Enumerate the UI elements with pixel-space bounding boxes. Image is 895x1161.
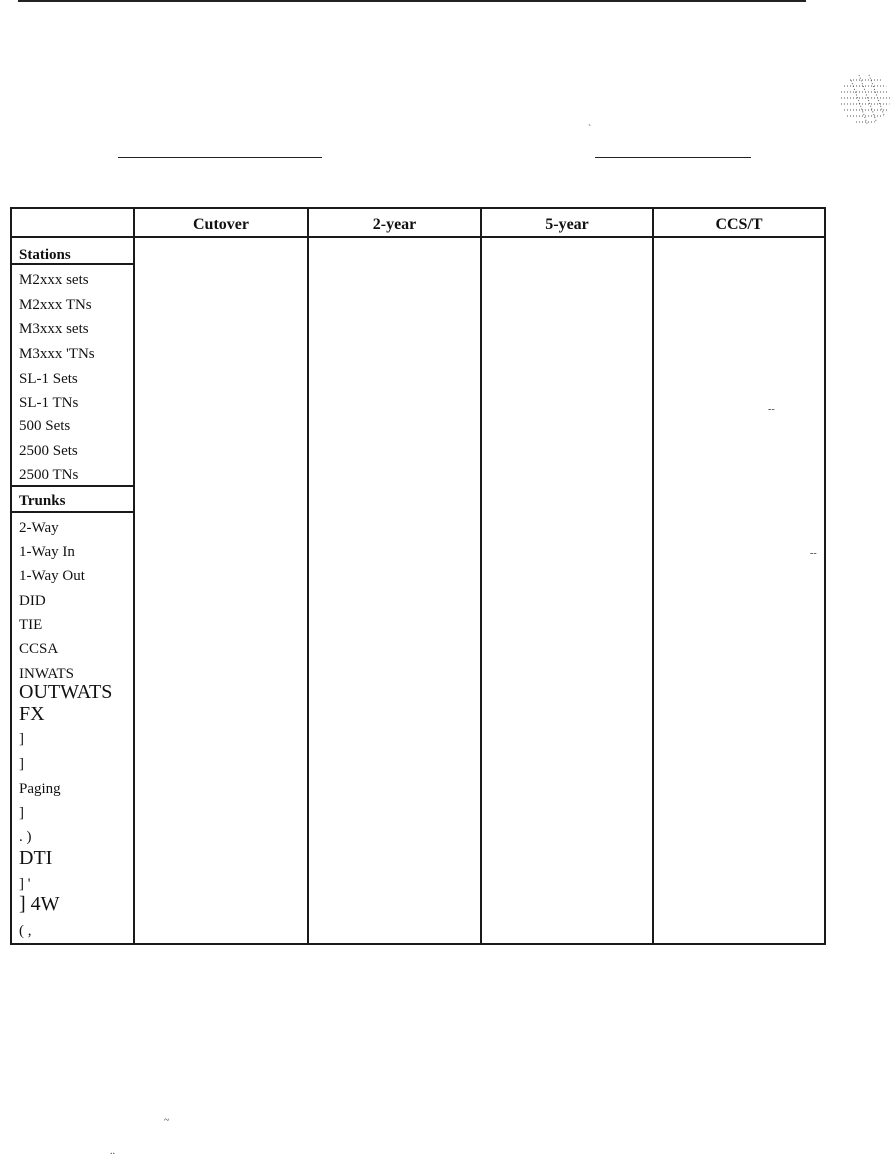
row-label: CCSA [19,641,59,657]
row-label: M2xxx sets [19,272,89,288]
row-label: M2xxx TNs [19,297,92,313]
trunks-overline [12,485,134,487]
row-label: Paging [19,781,61,797]
scan-speck: ~ [164,1115,170,1126]
blank-line-left [118,157,322,158]
column-header-cutover: Cutover [193,216,249,233]
column-header-ccs-t: CCS/T [715,216,763,233]
row-label: INWATS [19,666,74,682]
col-divider [652,209,654,943]
row-label: ] [19,731,24,747]
globe-icon [838,72,892,126]
row-label: TIE [19,617,43,633]
column-header-5-year: 5-year [545,216,589,233]
scan-speck: -- [768,404,775,415]
col-divider [307,209,309,943]
row-label: 1-Way In [19,544,75,560]
scan-speck: .. [110,1146,115,1157]
trunks-section-label: Trunks [19,493,66,509]
trunks-underline [12,511,134,513]
row-label: M3xxx sets [19,321,89,337]
row-label: ] [19,805,24,821]
traffic-table [10,207,826,945]
top-rule [18,0,806,2]
stations-section-label: Stations [19,247,71,263]
scan-speck: -- [810,548,817,559]
row-label: ] 4W [19,893,60,915]
header-underline [12,236,824,238]
row-label: SL-1 TNs [19,395,79,411]
column-header-2-year: 2-year [372,216,417,233]
col-divider [480,209,482,943]
row-label: 2-Way [19,520,59,536]
row-label: 500 Sets [19,418,71,434]
col-divider [133,209,135,943]
blank-line-right [595,157,751,158]
row-label: ] ' [19,876,31,892]
row-label: DTI [19,847,53,869]
row-label: DID [19,593,46,609]
row-label: 1-Way Out [19,568,85,584]
row-label: ] [19,756,24,772]
row-label: FX [19,703,45,725]
scan-speck: ` [588,124,592,135]
row-label: . ) [19,829,32,845]
row-label: OUTWATS [19,681,113,703]
row-label: SL-1 Sets [19,371,78,387]
row-label: M3xxx 'TNs [19,346,95,362]
row-label: ( , [19,923,32,939]
row-label: 2500 Sets [19,443,78,459]
row-label: 2500 TNs [19,467,79,483]
